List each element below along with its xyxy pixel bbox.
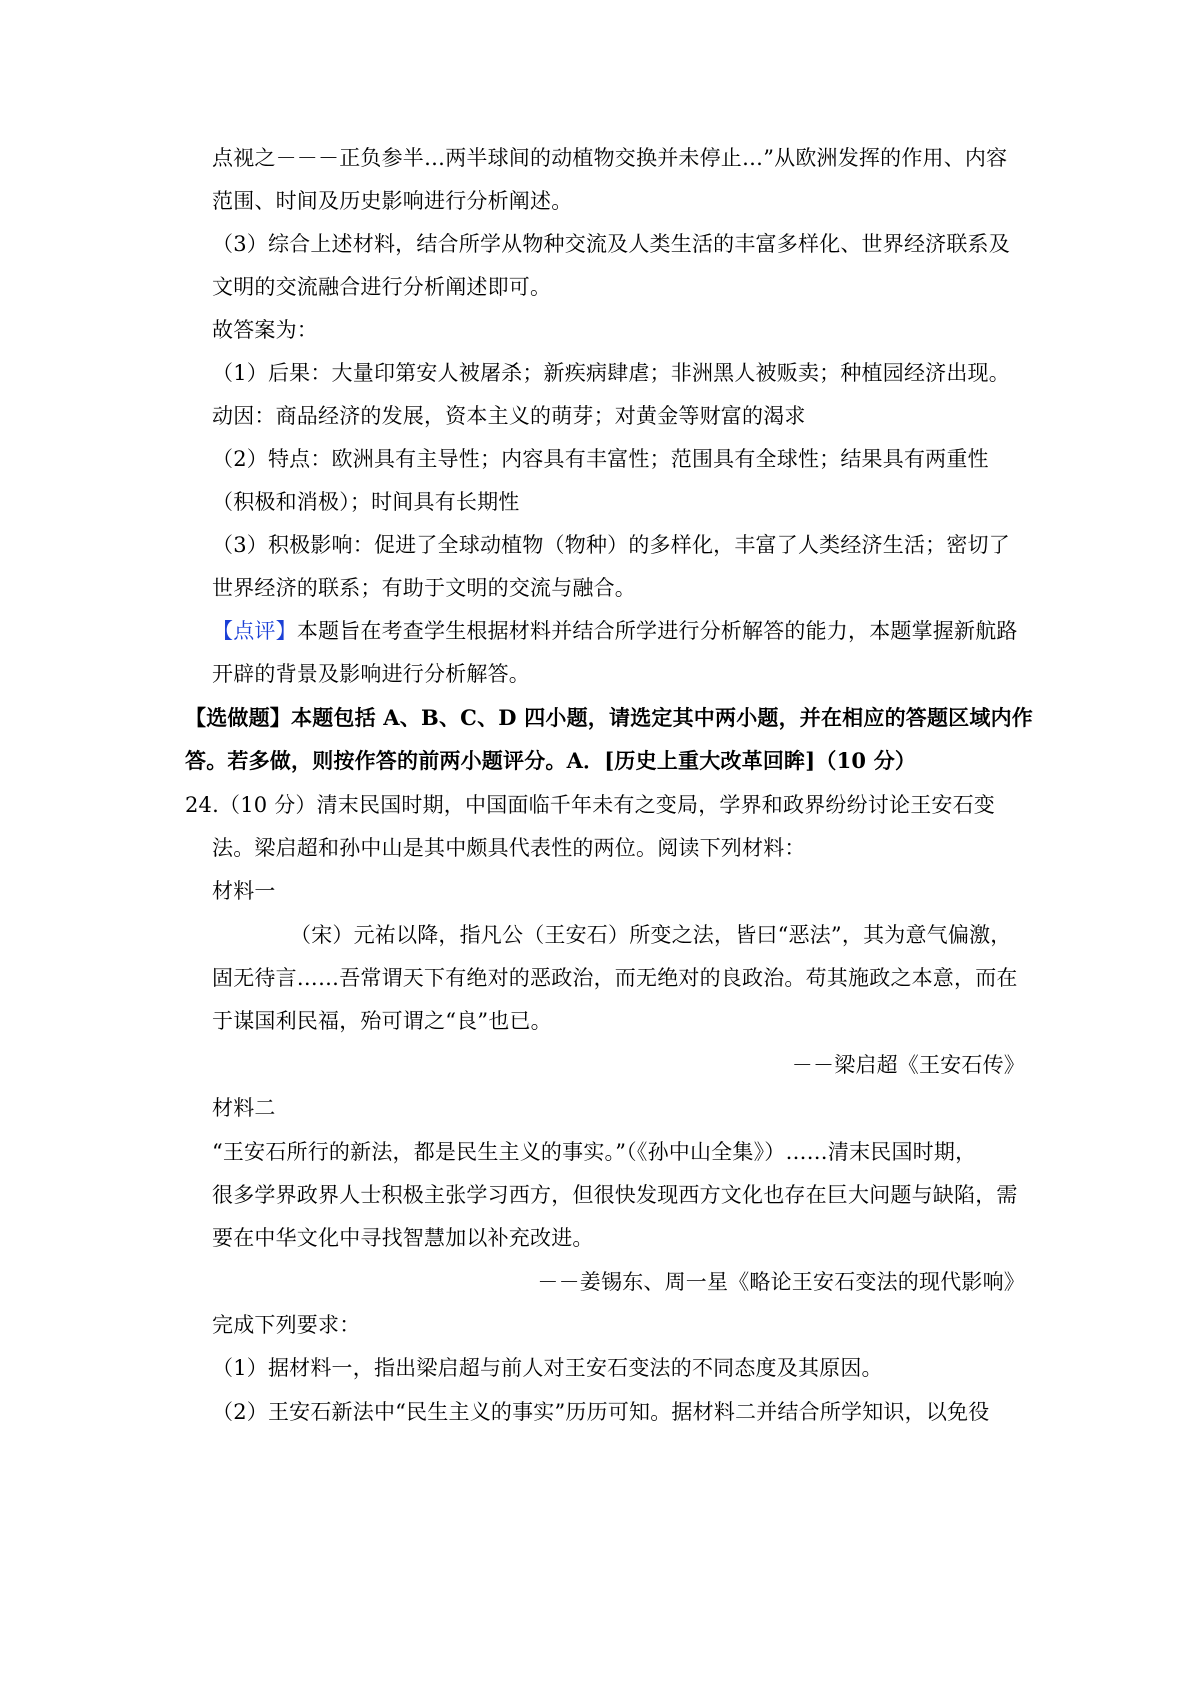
material-1-text: 固无待言……吾常谓天下有绝对的恶政治，而无绝对的良政治。苟其施政之本意，而在 <box>212 966 1018 990</box>
answer-line: 文明的交流融合进行分析阐述即可。 <box>212 275 552 299</box>
material-1-text: 于谋国利民福，殆可谓之“良”也已。 <box>212 1009 552 1033</box>
requirement-item: （2）王安石新法中“民生主义的事实”历历可知。据材料二并结合所学知识，以免役 <box>212 1400 990 1424</box>
answer-heading: 故答案为： <box>212 318 318 342</box>
question-stem-2: 法。梁启超和孙中山是其中颇具代表性的两位。阅读下列材料： <box>212 836 806 860</box>
material-2-text: 要在中华文化中寻找智慧加以补充改进。 <box>212 1226 594 1250</box>
answer-line: 世界经济的联系；有助于文明的交流与融合。 <box>212 576 636 600</box>
answer-line: （3）综合上述材料，结合所学从物种交流及人类生活的丰富多样化、世界经济联系及 <box>212 232 1010 256</box>
answer-line: （积极和消极）；时间具有长期性 <box>212 490 520 514</box>
elective-instruction: 【选做题】本题包括 A、B、C、D 四小题，请选定其中两小题，并在相应的答题区域内作 <box>185 705 1033 730</box>
question-stem: 24.（10 分）清末民国时期，中国面临千年未有之变局，学界和政界纷纷讨论王安石变 <box>185 793 995 817</box>
answer-line: （1）后果：大量印第安人被屠杀；新疾病肆虐；非洲黑人被贩卖；种植园经济出现。 <box>212 361 1010 385</box>
comment-text: 本题旨在考查学生根据材料并结合所学进行分析解答的能力，本题掌握新航路 <box>296 619 1018 643</box>
requirements-label: 完成下列要求： <box>212 1313 361 1337</box>
answer-line: （2）特点：欧洲具有主导性；内容具有丰富性；范围具有全球性；结果具有两重性 <box>212 447 989 471</box>
comment-tag: 【点评】 <box>212 619 297 643</box>
comment-line <box>212 616 1018 646</box>
material-2-text: “王安石所行的新法，都是民生主义的事实。”（《孙中山全集》）……清末民国时期， <box>212 1140 977 1164</box>
material-1-label: 材料一 <box>212 879 276 903</box>
answer-line: 动因：商品经济的发展，资本主义的萌芽；对黄金等财富的渴求 <box>212 404 806 428</box>
material-1-text: （宋）元祐以降，指凡公（王安石）所变之法，皆曰“恶法”，其为意气偏激， <box>290 923 1012 947</box>
answer-line: 范围、时间及历史影响进行分析阐述。 <box>212 189 573 213</box>
elective-instruction-2: 答。若多做，则按作答的前两小题评分。A．[历史上重大改革回眸]（10 分） <box>185 748 917 773</box>
comment-line-2: 开辟的背景及影响进行分析解答。 <box>212 662 530 686</box>
material-1-source: －－梁启超《王安石传》 <box>791 1053 1025 1077</box>
answer-line: （3）积极影响：促进了全球动植物（物种）的多样化，丰富了人类经济生活；密切了 <box>212 533 1010 557</box>
material-2-label: 材料二 <box>212 1096 276 1120</box>
requirement-item: （1）据材料一，指出梁启超与前人对王安石变法的不同态度及其原因。 <box>212 1356 883 1380</box>
material-2-source: －－姜锡东、周一星《略论王安石变法的现代影响》 <box>537 1270 1025 1294</box>
material-2-text: 很多学界政界人士积极主张学习西方，但很快发现西方文化也存在巨大问题与缺陷，需 <box>212 1183 1018 1207</box>
answer-line: 点视之－－－正负参半…两半球间的动植物交换并未停止…”从欧洲发挥的作用、内容 <box>212 146 1008 170</box>
